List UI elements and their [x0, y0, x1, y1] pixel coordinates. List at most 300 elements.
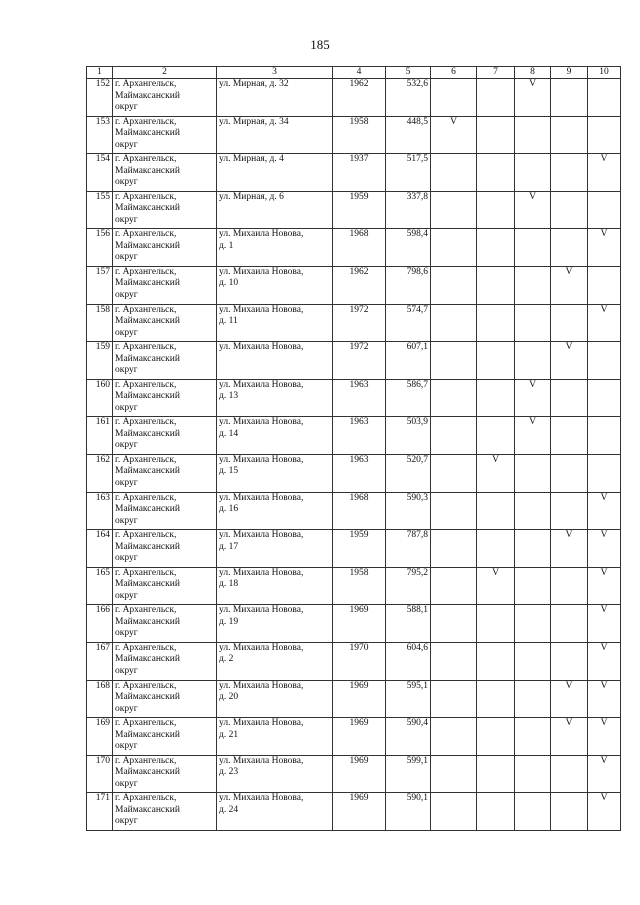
mark-cell	[551, 154, 588, 192]
mark-cell	[551, 191, 588, 229]
year-cell: 1972	[333, 342, 386, 380]
address-line: ул. Михаила Новова,	[219, 680, 304, 691]
address-cell	[217, 492, 333, 530]
mark-cell	[588, 266, 621, 304]
mark-cell	[515, 605, 551, 643]
mark-cell: V	[551, 266, 588, 304]
locality-line: округ	[115, 402, 138, 413]
address-line: ул. Михаила Новова,	[219, 530, 304, 541]
mark-cell	[431, 379, 477, 417]
address-line: ул. Мирная, д. 4	[219, 154, 284, 165]
row-number-cell: 170	[87, 755, 113, 793]
area-cell: 795,2	[386, 567, 431, 605]
mark-cell	[551, 454, 588, 492]
address-cell	[217, 191, 333, 229]
locality-line: округ	[115, 665, 138, 676]
mark-cell	[551, 379, 588, 417]
address-cell	[217, 417, 333, 455]
row-number-cell: 168	[87, 680, 113, 718]
housing-table	[86, 66, 621, 831]
year-cell: 1959	[333, 530, 386, 568]
locality-line: г. Архангельск,	[115, 492, 177, 503]
mark-cell	[551, 79, 588, 117]
address-line: ул. Мирная, д. 6	[219, 191, 284, 202]
locality-line: г. Архангельск,	[115, 718, 177, 729]
mark-cell	[431, 417, 477, 455]
row-number-cell: 161	[87, 417, 113, 455]
locality-line: Маймаксанский	[115, 654, 180, 665]
area-cell: 590,3	[386, 492, 431, 530]
column-header: 5	[386, 67, 431, 79]
mark-cell: V	[588, 154, 621, 192]
locality-cell	[113, 116, 217, 154]
locality-line: г. Архангельск,	[115, 755, 177, 766]
locality-cell	[113, 379, 217, 417]
mark-cell	[477, 492, 515, 530]
mark-cell	[588, 116, 621, 154]
row-number-cell: 154	[87, 154, 113, 192]
mark-cell	[551, 116, 588, 154]
locality-cell	[113, 342, 217, 380]
column-header: 4	[333, 67, 386, 79]
locality-line: Маймаксанский	[115, 316, 180, 327]
address-cell	[217, 379, 333, 417]
row-number-cell: 169	[87, 718, 113, 756]
mark-cell	[515, 116, 551, 154]
locality-cell	[113, 304, 217, 342]
mark-cell: V	[588, 492, 621, 530]
locality-cell	[113, 492, 217, 530]
address-line: д. 18	[219, 579, 239, 590]
column-header: 1	[87, 67, 113, 79]
mark-cell	[477, 266, 515, 304]
table-row	[87, 567, 621, 605]
locality-line: округ	[115, 327, 138, 338]
table-row	[87, 191, 621, 229]
locality-line: округ	[115, 365, 138, 376]
locality-line: Маймаксанский	[115, 353, 180, 364]
locality-cell	[113, 417, 217, 455]
address-line: д. 13	[219, 391, 239, 402]
year-cell: 1963	[333, 454, 386, 492]
table-row	[87, 642, 621, 680]
address-line: ул. Мирная, д. 34	[219, 116, 289, 127]
mark-cell	[551, 304, 588, 342]
locality-line: Маймаксанский	[115, 240, 180, 251]
locality-line: округ	[115, 102, 138, 112]
address-cell	[217, 530, 333, 568]
area-cell: 586,7	[386, 379, 431, 417]
address-cell	[217, 567, 333, 605]
year-cell: 1958	[333, 567, 386, 605]
locality-line: Маймаксанский	[115, 466, 180, 477]
year-cell: 1962	[333, 79, 386, 117]
mark-cell: V	[515, 379, 551, 417]
locality-line: округ	[115, 214, 138, 225]
locality-cell	[113, 454, 217, 492]
row-number-cell: 156	[87, 229, 113, 267]
address-cell	[217, 755, 333, 793]
mark-cell	[551, 642, 588, 680]
area-cell: 448,5	[386, 116, 431, 154]
locality-line: округ	[115, 703, 138, 714]
locality-line: Маймаксанский	[115, 391, 180, 402]
locality-line: Маймаксанский	[115, 504, 180, 515]
mark-cell	[515, 229, 551, 267]
locality-cell	[113, 793, 217, 831]
locality-line: г. Архангельск,	[115, 530, 177, 541]
address-cell	[217, 79, 333, 117]
mark-cell	[551, 417, 588, 455]
area-cell: 604,6	[386, 642, 431, 680]
row-number-cell: 159	[87, 342, 113, 380]
mark-cell	[477, 229, 515, 267]
address-line: д. 16	[219, 504, 239, 515]
locality-line: г. Архангельск,	[115, 567, 177, 578]
mark-cell: V	[588, 642, 621, 680]
locality-line: округ	[115, 139, 138, 150]
mark-cell	[551, 793, 588, 831]
mark-cell	[515, 342, 551, 380]
row-number-cell: 160	[87, 379, 113, 417]
locality-cell	[113, 680, 217, 718]
mark-cell	[588, 191, 621, 229]
address-cell	[217, 680, 333, 718]
area-cell: 595,1	[386, 680, 431, 718]
area-cell: 503,9	[386, 417, 431, 455]
mark-cell	[431, 304, 477, 342]
locality-line: округ	[115, 515, 138, 526]
mark-cell: V	[551, 530, 588, 568]
mark-cell	[431, 79, 477, 117]
mark-cell	[431, 342, 477, 380]
mark-cell	[477, 793, 515, 831]
locality-line: округ	[115, 553, 138, 564]
area-cell: 574,7	[386, 304, 431, 342]
year-cell: 1968	[333, 229, 386, 267]
address-cell	[217, 116, 333, 154]
year-cell: 1959	[333, 191, 386, 229]
address-line: д. 21	[219, 729, 239, 740]
mark-cell: V	[588, 567, 621, 605]
area-cell: 798,6	[386, 266, 431, 304]
address-cell	[217, 605, 333, 643]
locality-line: Маймаксанский	[115, 541, 180, 552]
locality-line: округ	[115, 628, 138, 639]
area-cell: 607,1	[386, 342, 431, 380]
address-line: д. 24	[219, 804, 239, 815]
locality-cell	[113, 642, 217, 680]
area-cell: 599,1	[386, 755, 431, 793]
locality-cell	[113, 154, 217, 192]
year-cell: 1969	[333, 680, 386, 718]
mark-cell	[431, 680, 477, 718]
area-cell: 532,6	[386, 79, 431, 117]
address-line: д. 1	[219, 240, 234, 251]
year-cell: 1963	[333, 379, 386, 417]
locality-line: округ	[115, 816, 138, 827]
mark-cell	[431, 605, 477, 643]
year-cell: 1958	[333, 116, 386, 154]
table-row	[87, 342, 621, 380]
year-cell: 1963	[333, 417, 386, 455]
address-line: д. 10	[219, 278, 239, 289]
mark-cell: V	[588, 530, 621, 568]
mark-cell	[431, 567, 477, 605]
table-row	[87, 755, 621, 793]
mark-cell	[477, 154, 515, 192]
table-row	[87, 680, 621, 718]
mark-cell: V	[588, 605, 621, 643]
year-cell: 1969	[333, 755, 386, 793]
year-cell: 1970	[333, 642, 386, 680]
locality-line: Маймаксанский	[115, 128, 180, 139]
locality-line: г. Архангельск,	[115, 229, 177, 240]
mark-cell	[551, 492, 588, 530]
address-line: д. 2	[219, 654, 234, 665]
table-row	[87, 304, 621, 342]
mark-cell	[588, 379, 621, 417]
address-line: ул. Мирная, д. 32	[219, 79, 289, 89]
mark-cell	[515, 567, 551, 605]
column-header: 10	[588, 67, 621, 79]
locality-cell	[113, 755, 217, 793]
table-row	[87, 154, 621, 192]
mark-cell	[477, 605, 515, 643]
row-number-cell: 157	[87, 266, 113, 304]
locality-line: Маймаксанский	[115, 616, 180, 627]
mark-cell	[431, 454, 477, 492]
table-row	[87, 454, 621, 492]
address-cell	[217, 266, 333, 304]
mark-cell	[588, 342, 621, 380]
locality-cell	[113, 605, 217, 643]
mark-cell	[431, 530, 477, 568]
table-row	[87, 417, 621, 455]
mark-cell	[431, 492, 477, 530]
column-number-row	[87, 67, 621, 79]
address-cell	[217, 642, 333, 680]
mark-cell	[551, 755, 588, 793]
locality-line: Маймаксанский	[115, 165, 180, 176]
mark-cell	[515, 718, 551, 756]
table-row	[87, 492, 621, 530]
mark-cell	[431, 191, 477, 229]
address-line: ул. Михаила Новова,	[219, 379, 304, 390]
address-line: ул. Михаила Новова,	[219, 793, 304, 804]
locality-line: округ	[115, 590, 138, 601]
address-cell	[217, 718, 333, 756]
mark-cell	[515, 304, 551, 342]
locality-line: округ	[115, 177, 138, 188]
mark-cell: V	[551, 342, 588, 380]
column-header: 9	[551, 67, 588, 79]
address-line: ул. Михаила Новова,	[219, 342, 304, 353]
row-number-cell: 163	[87, 492, 113, 530]
locality-line: г. Архангельск,	[115, 605, 177, 616]
locality-line: Маймаксанский	[115, 767, 180, 778]
locality-line: округ	[115, 741, 138, 752]
row-number-cell: 165	[87, 567, 113, 605]
locality-line: г. Архангельск,	[115, 454, 177, 465]
row-number-cell: 155	[87, 191, 113, 229]
address-line: ул. Михаила Новова,	[219, 229, 304, 240]
address-line: ул. Михаила Новова,	[219, 492, 304, 503]
locality-line: г. Архангельск,	[115, 79, 177, 89]
column-header: 2	[113, 67, 217, 79]
address-line: ул. Михаила Новова,	[219, 417, 304, 428]
mark-cell	[477, 718, 515, 756]
row-number-cell: 153	[87, 116, 113, 154]
locality-line: г. Архангельск,	[115, 304, 177, 315]
page-number: 185	[310, 37, 330, 52]
year-cell: 1968	[333, 492, 386, 530]
mark-cell	[588, 79, 621, 117]
locality-cell	[113, 718, 217, 756]
mark-cell	[515, 454, 551, 492]
mark-cell	[477, 417, 515, 455]
mark-cell: V	[431, 116, 477, 154]
table-row	[87, 718, 621, 756]
address-line: ул. Михаила Новова,	[219, 304, 304, 315]
mark-cell	[515, 793, 551, 831]
address-cell	[217, 793, 333, 831]
year-cell: 1972	[333, 304, 386, 342]
locality-line: округ	[115, 440, 138, 451]
mark-cell: V	[588, 718, 621, 756]
address-line: ул. Михаила Новова,	[219, 718, 304, 729]
address-line: д. 23	[219, 767, 239, 778]
area-cell: 520,7	[386, 454, 431, 492]
mark-cell	[588, 417, 621, 455]
locality-line: Маймаксанский	[115, 692, 180, 702]
row-number-cell: 152	[87, 79, 113, 117]
row-number-cell: 162	[87, 454, 113, 492]
mark-cell	[515, 755, 551, 793]
table-row	[87, 793, 621, 831]
locality-line: г. Архангельск,	[115, 266, 177, 277]
locality-line: г. Архангельск,	[115, 417, 177, 428]
mark-cell	[431, 642, 477, 680]
mark-cell	[551, 605, 588, 643]
mark-cell	[431, 755, 477, 793]
year-cell: 1969	[333, 605, 386, 643]
year-cell: 1969	[333, 718, 386, 756]
mark-cell	[477, 304, 515, 342]
locality-line: Маймаксанский	[115, 579, 180, 590]
locality-cell	[113, 530, 217, 568]
mark-cell: V	[588, 755, 621, 793]
table-row	[87, 530, 621, 568]
mark-cell	[477, 79, 515, 117]
table-row	[87, 116, 621, 154]
locality-line: Маймаксанский	[115, 278, 180, 289]
locality-line: Маймаксанский	[115, 203, 180, 214]
area-cell: 588,1	[386, 605, 431, 643]
table-body	[87, 79, 621, 831]
area-cell: 787,8	[386, 530, 431, 568]
locality-line: округ	[115, 778, 138, 789]
mark-cell	[477, 116, 515, 154]
locality-line: округ	[115, 477, 138, 488]
year-cell: 1969	[333, 793, 386, 831]
mark-cell	[477, 530, 515, 568]
area-cell: 590,1	[386, 793, 431, 831]
mark-cell	[477, 755, 515, 793]
address-line: д. 11	[219, 316, 238, 327]
column-header: 7	[477, 67, 515, 79]
area-cell: 517,5	[386, 154, 431, 192]
mark-cell: V	[515, 191, 551, 229]
table-row	[87, 605, 621, 643]
area-cell: 590,4	[386, 718, 431, 756]
locality-line: округ	[115, 289, 138, 300]
year-cell: 1962	[333, 266, 386, 304]
mark-cell	[551, 229, 588, 267]
row-number-cell: 167	[87, 642, 113, 680]
locality-cell	[113, 567, 217, 605]
address-cell	[217, 229, 333, 267]
column-header: 6	[431, 67, 477, 79]
mark-cell: V	[515, 417, 551, 455]
locality-line: Маймаксанский	[115, 428, 180, 439]
area-cell: 337,8	[386, 191, 431, 229]
mark-cell	[477, 680, 515, 718]
mark-cell	[477, 342, 515, 380]
address-line: д. 19	[219, 616, 239, 627]
mark-cell	[515, 530, 551, 568]
row-number-cell: 158	[87, 304, 113, 342]
mark-cell	[515, 642, 551, 680]
mark-cell: V	[477, 567, 515, 605]
address-line: ул. Михаила Новова,	[219, 567, 304, 578]
locality-cell	[113, 266, 217, 304]
address-cell	[217, 304, 333, 342]
mark-cell	[431, 266, 477, 304]
locality-cell	[113, 79, 217, 117]
address-line: д. 20	[219, 692, 239, 702]
mark-cell	[431, 229, 477, 267]
mark-cell	[431, 154, 477, 192]
mark-cell	[515, 492, 551, 530]
locality-line: г. Архангельск,	[115, 642, 177, 653]
mark-cell	[515, 680, 551, 718]
address-cell	[217, 342, 333, 380]
table-row	[87, 79, 621, 117]
address-cell	[217, 154, 333, 192]
mark-cell: V	[477, 454, 515, 492]
table-row	[87, 229, 621, 267]
locality-line: г. Архангельск,	[115, 116, 177, 127]
locality-line: г. Архангельск,	[115, 680, 177, 691]
locality-cell	[113, 229, 217, 267]
address-line: ул. Михаила Новова,	[219, 454, 304, 465]
locality-line: г. Архангельск,	[115, 379, 177, 390]
mark-cell	[431, 718, 477, 756]
row-number-cell: 164	[87, 530, 113, 568]
mark-cell	[477, 379, 515, 417]
mark-cell	[431, 793, 477, 831]
address-line: ул. Михаила Новова,	[219, 266, 304, 277]
year-cell: 1937	[333, 154, 386, 192]
mark-cell	[477, 191, 515, 229]
address-line: д. 17	[219, 541, 239, 552]
locality-cell	[113, 191, 217, 229]
locality-line: г. Архангельск,	[115, 342, 177, 353]
address-line: ул. Михаила Новова,	[219, 642, 304, 653]
locality-line: округ	[115, 252, 138, 263]
address-line: ул. Михаила Новова,	[219, 755, 304, 766]
